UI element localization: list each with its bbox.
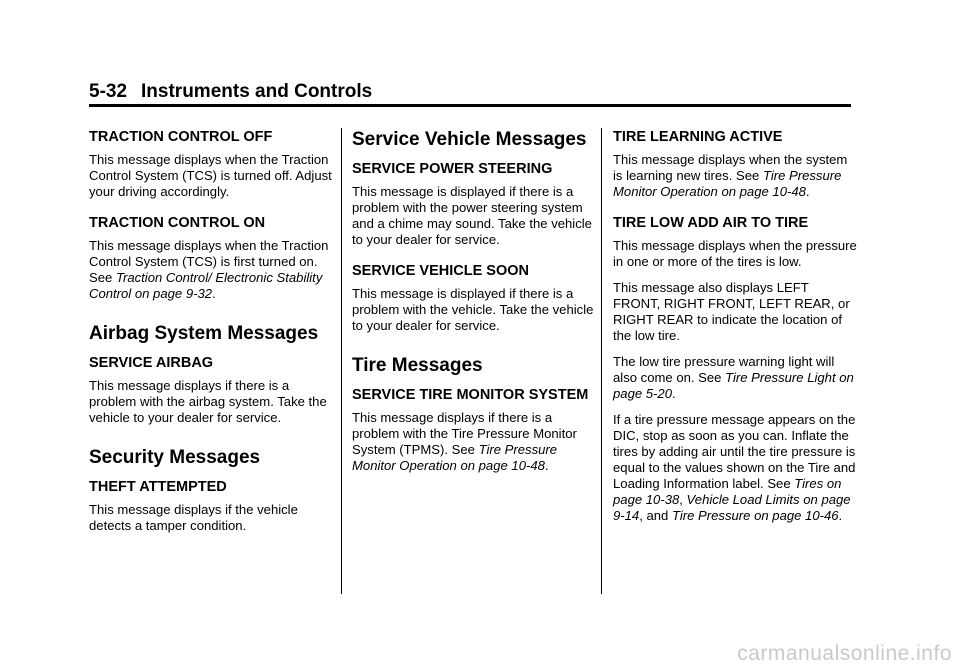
column-middle [352, 128, 597, 484]
cross-reference-link[interactable]: Tire Pressure Monitor Operation on page 10-48 [613, 168, 842, 199]
text: . [671, 386, 676, 401]
heading-service-vehicle-messages: Service Vehicle Messages [352, 129, 587, 150]
column-divider [601, 128, 602, 594]
text: . [805, 184, 810, 199]
subheading-tire-learning-active: TIRE LEARNING ACTIVE [613, 129, 783, 145]
subheading-traction-off: TRACTION CONTROL OFF [89, 129, 273, 145]
section-title: Instruments and Controls [141, 81, 373, 102]
cross-reference-link[interactable]: Tire Pressure Light on page 5-20 [613, 370, 854, 401]
column-left [89, 128, 334, 544]
paragraph: This message displays if there is a problem with the airbag system. Take the vehicle to your dealer for service. [89, 378, 327, 425]
text: , [679, 492, 687, 507]
subheading-service-vehicle-soon: SERVICE VEHICLE SOON [352, 263, 529, 279]
watermark: carmanualsonline.info [737, 642, 952, 665]
cross-reference-link[interactable]: Tires on page 10-38 [613, 476, 842, 507]
text: This message displays if there is a problem with the Tire Pressure Monitor System (TPMS). See [352, 410, 577, 457]
text: . [212, 286, 216, 301]
text: This message displays when the system is learning new tires. See [613, 152, 848, 183]
paragraph [89, 238, 334, 302]
paragraph: This message also displays LEFT FRONT, RIGHT FRONT, LEFT REAR, or RIGHT REAR to indicate the location of the low tire. [613, 280, 850, 343]
paragraph: This message is displayed if there is a problem with the vehicle. Take the vehicle to your dealer for service. [352, 286, 594, 333]
heading-security-messages: Security Messages [89, 447, 261, 468]
paragraph [613, 354, 858, 402]
heading-airbag-messages: Airbag System Messages [89, 323, 319, 344]
cross-reference-link[interactable]: Tire Pressure Monitor Operation on page 10-48 [352, 442, 558, 473]
subheading-service-tire-monitor: SERVICE TIRE MONITOR SYSTEM [352, 387, 589, 403]
cross-reference-link[interactable]: Traction Control/ Electronic Stability Control on page 9-32 [89, 270, 323, 301]
column-right [613, 128, 858, 534]
header-rule [89, 104, 851, 107]
column-divider [341, 128, 342, 594]
paragraph: This message is displayed if there is a problem with the power steering system and a chime may sound. Take the vehicle to your dealer for service. [352, 184, 592, 247]
page-number: 5-32 [89, 81, 128, 102]
text: . [838, 508, 843, 523]
paragraph: This message displays when the Traction Control System (TCS) is turned off. Adjust your driving accordingly. [89, 152, 332, 199]
text: This message displays when the Traction Control System (TCS) is first turned on. See [89, 238, 329, 285]
subheading-theft-attempted: THEFT ATTEMPTED [89, 479, 227, 495]
paragraph: This message displays if the vehicle detects a tamper condition. [89, 502, 298, 533]
text: . [544, 458, 549, 473]
cross-reference-link[interactable]: Tire Pressure on page 10-46 [671, 508, 839, 523]
paragraph [352, 410, 597, 474]
subheading-tire-low-add-air: TIRE LOW ADD AIR TO TIRE [613, 215, 809, 231]
subheading-traction-on: TRACTION CONTROL ON [89, 215, 266, 231]
paragraph [613, 412, 858, 524]
text: , and [639, 508, 672, 523]
subheading-service-airbag: SERVICE AIRBAG [89, 355, 214, 371]
subheading-service-power-steering: SERVICE POWER STEERING [352, 161, 553, 177]
cross-reference-link[interactable]: Vehicle Load Limits on page 9-14 [613, 492, 851, 523]
paragraph: This message displays when the pressure in one or more of the tires is low. [613, 238, 857, 269]
text: If a tire pressure message appears on the DIC, stop as soon as you can. Inflate the tires by adding air until the tire pressure is equal to the values shown on the Tire and Loading Information label. See [613, 412, 856, 491]
text: The low tire pressure warning light will also come on. See [613, 354, 835, 385]
page-header [89, 80, 372, 104]
paragraph [613, 152, 858, 200]
heading-tire-messages: Tire Messages [352, 355, 483, 376]
